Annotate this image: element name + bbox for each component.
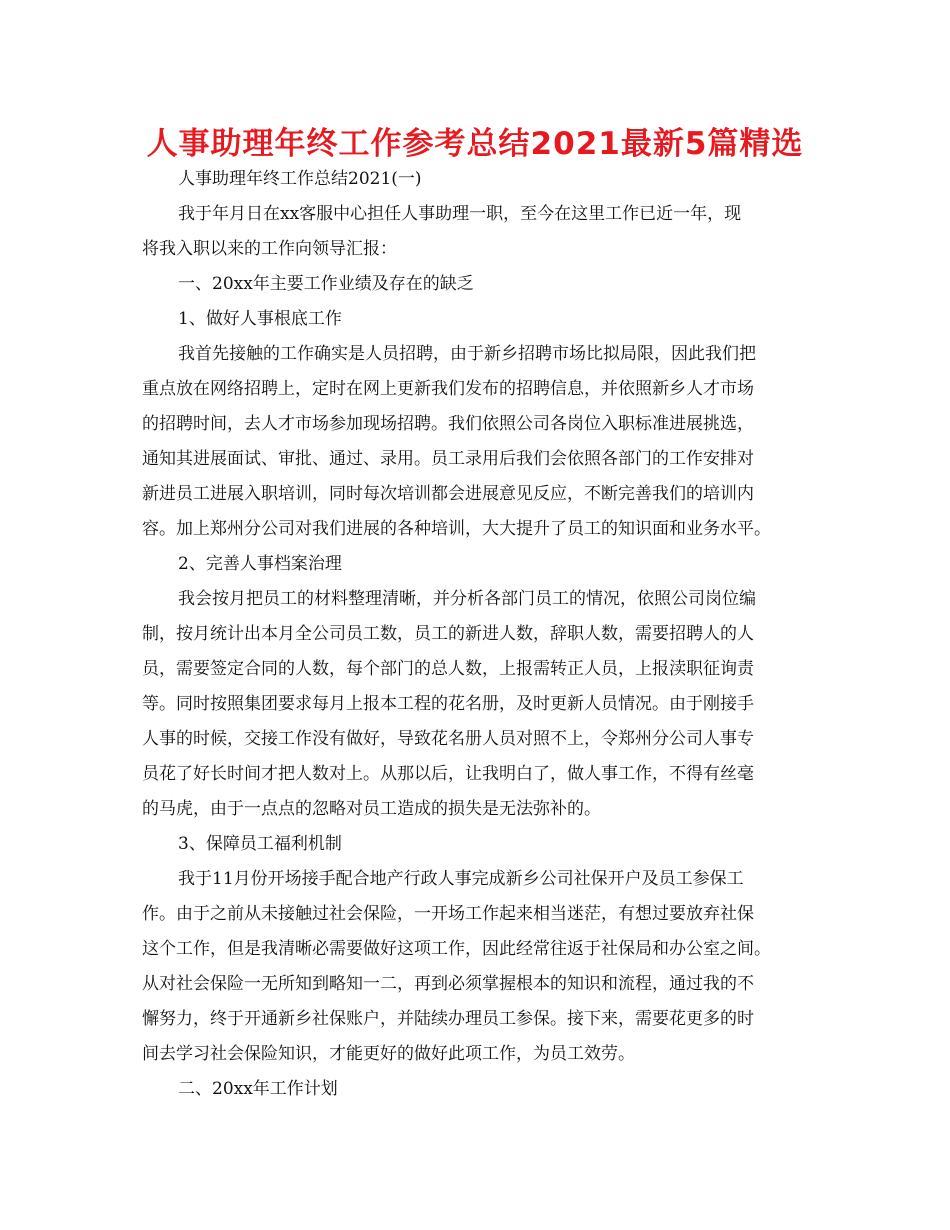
section-heading: 一、20xx年主要工作业绩及存在的缺乏	[178, 274, 474, 294]
paragraph-line: 的招聘时间，去人才市场参加现场招聘。我们依照公司各岗位入职标准进展挑选，	[142, 414, 754, 434]
paragraph-line: 懈努力，终于开通新乡社保账户，并陆续办理员工参保。接下来，需要花更多的时	[142, 1009, 754, 1029]
paragraph-line: 将我入职以来的工作向领导汇报：	[142, 239, 397, 259]
paragraph-line: 从对社会保险一无所知到略知一二，再到必须掌握根本的知识和流程，通过我的不	[142, 974, 754, 994]
paragraph-line: 员花了好长时间才把人数对上。从那以后，让我明白了，做人事工作，不得有丝毫	[142, 764, 754, 784]
paragraph-line: 容。加上郑州分公司对我们进展的各种培训，大大提升了员工的知识面和业务水平。	[142, 519, 771, 539]
paragraph-line: 我于11月份开场接手配合地产行政人事完成新乡公司社保开户及员工参保工	[178, 869, 744, 889]
paragraph-line: 作。由于之前从未接触过社会保险，一开场工作起来相当迷茫，有想过要放弃社保	[142, 904, 754, 924]
paragraph-line: 间去学习社会保险知识，才能更好的做好此项工作，为员工效劳。	[142, 1044, 635, 1064]
paragraph-line: 制，按月统计出本月全公司员工数，员工的新进人数，辞职人数，需要招聘人的人	[142, 624, 754, 644]
paragraph-line: 通知其进展面试、审批、通过、录用。员工录用后我们会依照各部门的工作安排对	[142, 449, 754, 469]
paragraph-line: 我会按月把员工的材料整理清晰，并分析各部门员工的情况，依照公司岗位编	[178, 589, 756, 609]
document-title: 人事助理年终工作参考总结2021最新5篇精选	[146, 126, 804, 162]
paragraph-line: 我于年月日在xx客服中心担任人事助理一职，至今在这里工作已近一年，现	[178, 204, 742, 224]
paragraph-line: 重点放在网络招聘上，定时在网上更新我们发布的招聘信息，并依照新乡人才市场	[142, 379, 754, 399]
section-heading: 人事助理年终工作总结2021(一)	[178, 169, 422, 189]
paragraph-line: 等。同时按照集团要求每月上报本工程的花名册，及时更新人员情况。由于刚接手	[142, 694, 754, 714]
paragraph-line: 员，需要签定合同的人数，每个部门的总人数，上报需转正人员，上报渎职征询责	[142, 659, 754, 679]
section-heading: 2、完善人事档案治理	[178, 554, 342, 574]
paragraph-line: 新进员工进展入职培训，同时每次培训都会进展意见反应，不断完善我们的培训内	[142, 484, 754, 504]
paragraph-line: 的马虎，由于一点点的忽略对员工造成的损失是无法弥补的。	[142, 799, 601, 819]
section-heading: 1、做好人事根底工作	[178, 309, 342, 329]
paragraph-line: 这个工作，但是我清晰必需要做好这项工作，因此经常往返于社保局和办公室之间。	[142, 939, 771, 959]
section-heading: 3、保障员工福利机制	[178, 834, 342, 854]
paragraph-line: 人事的时候，交接工作没有做好，导致花名册人员对照不上，令郑州分公司人事专	[142, 729, 754, 749]
section-heading: 二、20xx年工作计划	[178, 1079, 338, 1099]
paragraph-line: 我首先接触的工作确实是人员招聘，由于新乡招聘市场比拟局限，因此我们把	[178, 344, 756, 364]
